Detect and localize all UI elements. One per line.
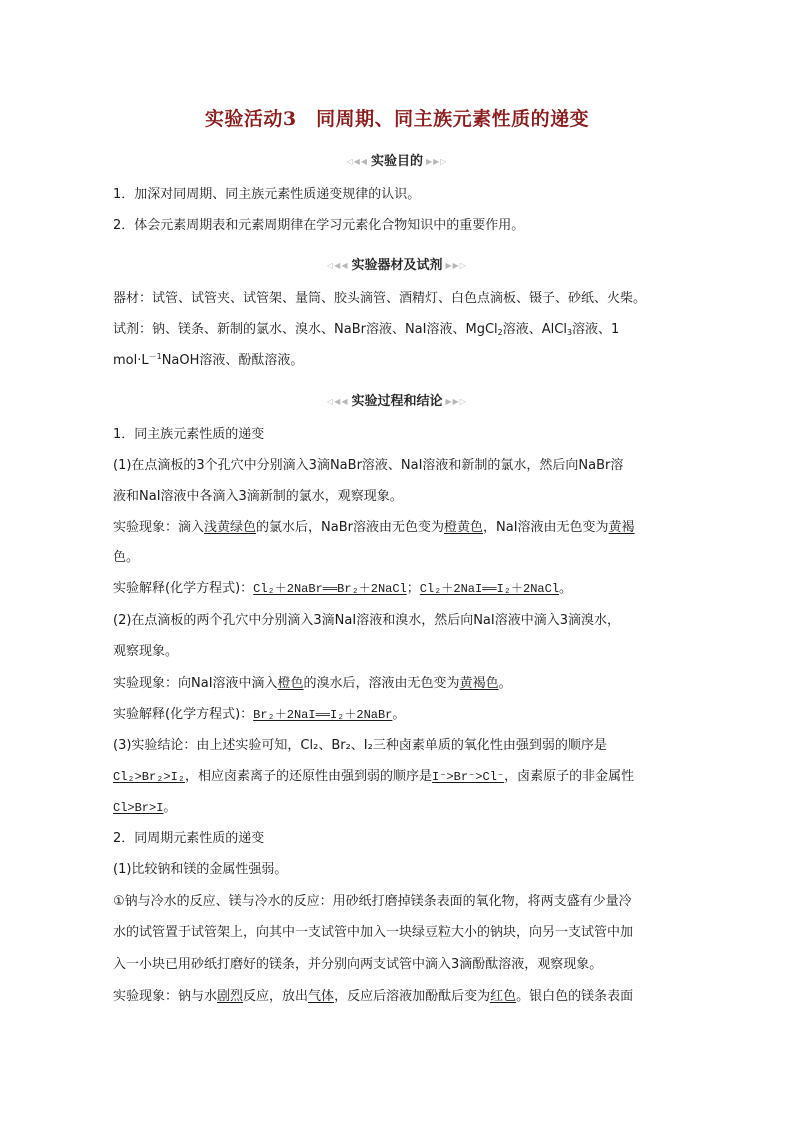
- subheading: 2．同周期元素性质的递变: [113, 831, 265, 846]
- answer-blank: 橙色: [277, 676, 304, 691]
- section-header-purpose: [0, 150, 794, 169]
- paragraph-line: ①钠与冷水的反应、镁与冷水的反应：用砂纸打磨掉镁条表面的氧化物，将两支盛有少量冷: [113, 894, 632, 909]
- answer-blank: 浅黄绿色: [204, 520, 257, 535]
- section-title: 实验目的: [370, 154, 423, 169]
- section-title: 实验器材及试剂: [351, 258, 443, 273]
- answer-blank: Cl>Br>I: [113, 801, 164, 815]
- explanation-line: 实验解释(化学方程式)：Br₂＋2NaI══I₂＋2NaBr。: [113, 707, 406, 722]
- paragraph-line: 水的试管置于试管架上，向其中一支试管中加入一块绿豆粒大小的钠块，向另一支试管中加: [113, 925, 634, 940]
- reagents-line-cont: $mol\cdot L^{-1}NaOH$溶液、酚酞溶液。: [113, 352, 304, 368]
- answer-blank: 黄褐色: [459, 676, 499, 691]
- paragraph-line: (2)在点滴板的两个孔穴中分别滴入3滴NaI溶液和溴水，然后向NaI溶液中滴入3滴溴水，: [113, 613, 621, 628]
- answer-blank: Cl₂＋2NaBr══Br₂＋2NaCl: [253, 582, 407, 596]
- answer-blank: 气体: [308, 989, 335, 1004]
- answer-blank: 橙黄色: [444, 520, 484, 535]
- ornament-left: ◁◀◀: [327, 397, 349, 406]
- section-header-process: [0, 390, 794, 409]
- purpose-item: 2．体会元素周期表和元素周期律在学习元素化合物知识中的重要作用。: [113, 218, 525, 233]
- phenomenon-line: 实验现象：向NaI溶液中滴入橙色的溴水后，溶液由无色变为黄褐色。: [113, 676, 512, 691]
- ornament-left: ◁◀◀: [327, 261, 349, 270]
- conclusion-line: Cl>Br>I。: [113, 800, 177, 815]
- phenomenon-line-cont: 色。: [113, 550, 140, 565]
- section-header-materials: [0, 254, 794, 273]
- answer-blank: Cl₂＋2NaI══I₂＋2NaCl: [419, 582, 560, 596]
- conclusion-line: (3)实验结论：由上述实验可知，Cl₂、Br₂、I₂三种卤素单质的氧化性由强到弱的顺序是: [113, 738, 607, 753]
- answer-blank: 剧烈: [217, 989, 244, 1004]
- answer-blank: 黄褐: [608, 520, 635, 535]
- page-title: 实验活动3 同周期、同主族元素性质的递变: [204, 108, 590, 130]
- conclusion-line: Cl₂>Br₂>I₂，相应卤素离子的还原性由强到弱的顺序是I⁻>Br⁻>Cl⁻，卤素原子的非金属性: [113, 769, 635, 784]
- ornament-right: ▶▶▷: [445, 261, 467, 270]
- reagents-line: 试剂：钠、镁条、新制的氯水、溴水、NaBr溶液、NaI溶液、MgCl$_2$溶液、AlCl$_3$溶液、1: [113, 322, 620, 337]
- paragraph-line: 观察现象。: [113, 644, 179, 659]
- phenomenon-line: 实验现象：滴入浅黄绿色的氯水后，NaBr溶液由无色变为橙黄色，NaI溶液由无色变为黄褐: [113, 520, 635, 535]
- ornament-right: ▶▶▷: [426, 157, 448, 166]
- answer-blank: I⁻>Br⁻>Cl⁻: [432, 770, 505, 784]
- paragraph-line: 液和NaI溶液中各滴入3滴新制的氯水，观察现象。: [113, 489, 403, 504]
- ornament-right: ▶▶▷: [445, 397, 467, 406]
- answer-blank: Cl₂>Br₂>I₂: [113, 770, 186, 784]
- subheading: 1．同主族元素性质的递变: [113, 427, 265, 442]
- explanation-line: 实验解释(化学方程式)：Cl₂＋2NaBr══Br₂＋2NaCl；Cl₂＋2NaI══I₂＋2NaCl。: [113, 581, 573, 596]
- ornament-left: ◁◀◀: [346, 157, 368, 166]
- paragraph-line: (1)在点滴板的3个孔穴中分别滴入3滴NaBr溶液、NaI溶液和新制的氯水，然后向NaBr溶: [113, 458, 624, 473]
- paragraph-line: (1)比较钠和镁的金属性强弱。: [113, 862, 288, 877]
- purpose-item: 1．加深对同周期、同主族元素性质递变规律的认识。: [113, 187, 421, 202]
- answer-blank: Br₂＋2NaI══I₂＋2NaBr: [253, 708, 393, 722]
- phenomenon-line: 实验现象：钠与水剧烈反应，放出气体，反应后溶液加酚酞后变为红色。银白色的镁条表面: [113, 989, 634, 1004]
- section-title: 实验过程和结论: [351, 394, 443, 409]
- equipment-line: 器材：试管、试管夹、试管架、量筒、胶头滴管、酒精灯、白色点滴板、镊子、砂纸、火柴。: [113, 291, 647, 306]
- answer-blank: 红色: [490, 989, 517, 1004]
- paragraph-line: 入一小块已用砂纸打磨好的镁条，并分别向两支试管中滴入3滴酚酞溶液，观察现象。: [113, 957, 603, 972]
